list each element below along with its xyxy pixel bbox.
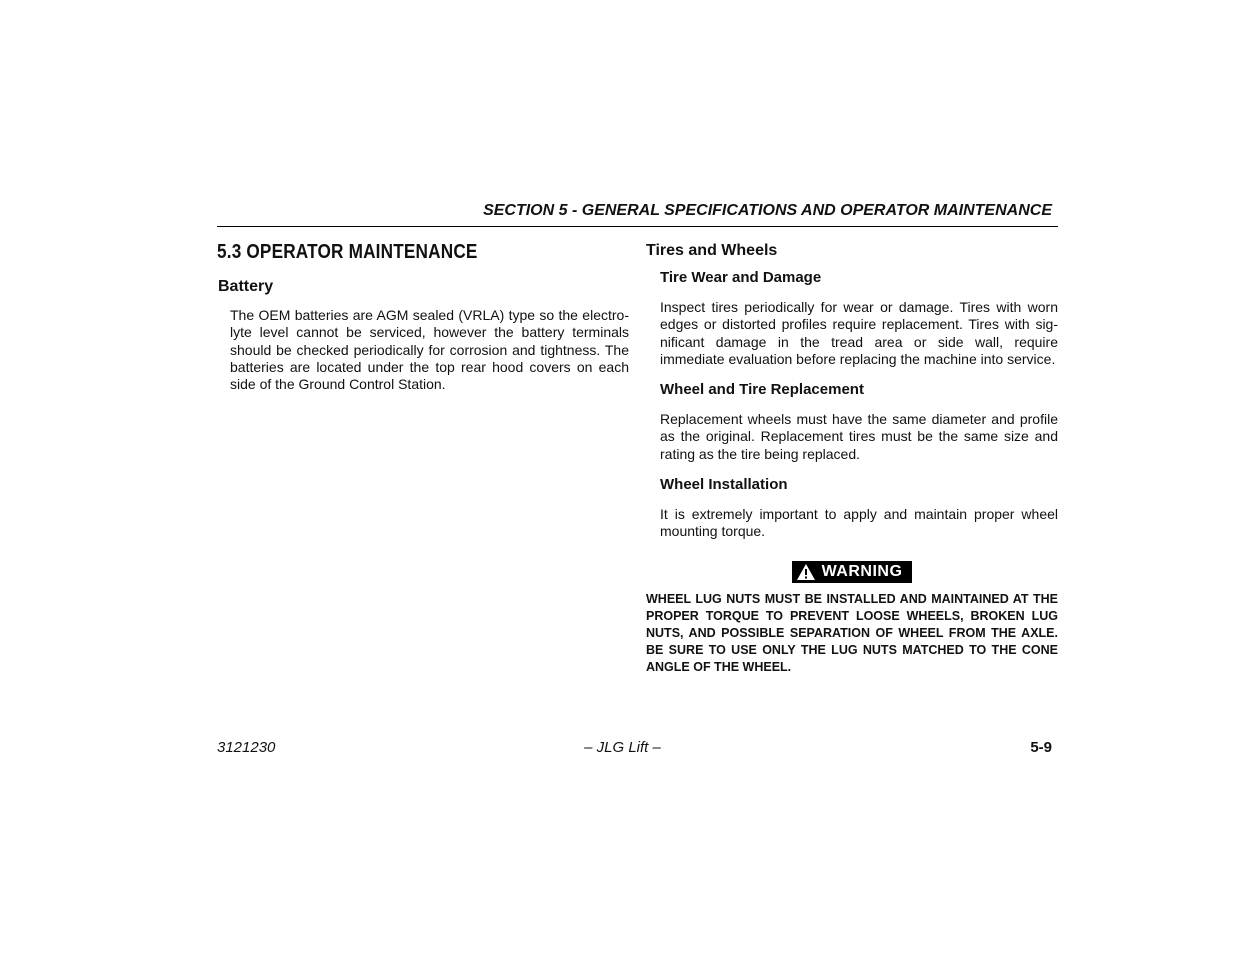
- battery-paragraph: The OEM batteries are AGM sealed (VRLA) type so the electro-lyte level cannot be serviced, however the battery terminals should be checked periodically for corrosion and tightness. The batteries are located under the top rear hood covers on each side of the Ground Control Station.: [230, 307, 629, 393]
- battery-heading: Battery: [218, 278, 274, 295]
- wheel-replacement-heading: Wheel and Tire Replacement: [660, 381, 864, 399]
- wheel-installation-paragraph: It is extremely important to apply and maintain proper wheel mounting torque.: [660, 506, 1058, 540]
- right-column: [646, 240, 1058, 676]
- footer-publisher: – JLG Lift –: [584, 739, 661, 756]
- wheel-installation-heading: Wheel Installation: [660, 476, 788, 494]
- warning-badge: [792, 561, 913, 583]
- header-divider: [217, 226, 1058, 227]
- footer-page-number: 5-9: [1030, 739, 1052, 756]
- footer-doc-number: 3121230: [217, 739, 276, 756]
- tire-wear-heading: Tire Wear and Damage: [660, 269, 822, 286]
- section-header: SECTION 5 - GENERAL SPECIFICATIONS AND OPERATOR MAINTENANCE: [483, 202, 1052, 219]
- main-heading: 5.3 OPERATOR MAINTENANCE: [217, 241, 478, 263]
- tire-wear-paragraph: Inspect tires periodically for wear or damage. Tires with worn edges or distorted profiles require replacement. Tires with sig-nificant damage in the tread area or side wall, require immediate evaluation before replacing the machine into service.: [660, 299, 1058, 367]
- tires-wheels-heading: Tires and Wheels: [646, 242, 778, 259]
- left-column: [217, 240, 629, 393]
- warning-label: WARNING: [821, 562, 903, 580]
- warning-text: WHEEL LUG NUTS MUST BE INSTALLED AND MAINTAINED AT THE PROPER TORQUE TO PREVENT LOOSE WHEELS, BROKEN LUG NUTS, AND POSSIBLE SEPARATION OF WHEEL FROM THE AXLE. BE SURE TO USE ONLY THE LUG NUTS MATCHED TO THE CONE ANGLE OF THE WHEEL.: [646, 591, 1058, 674]
- wheel-replacement-paragraph: Replacement wheels must have the same diameter and profile as the original. Replacement tires must be the same size and rating as the tire being replaced.: [660, 411, 1058, 462]
- warning-label-wrap: [646, 561, 1058, 586]
- warning-triangle-icon: [796, 563, 816, 581]
